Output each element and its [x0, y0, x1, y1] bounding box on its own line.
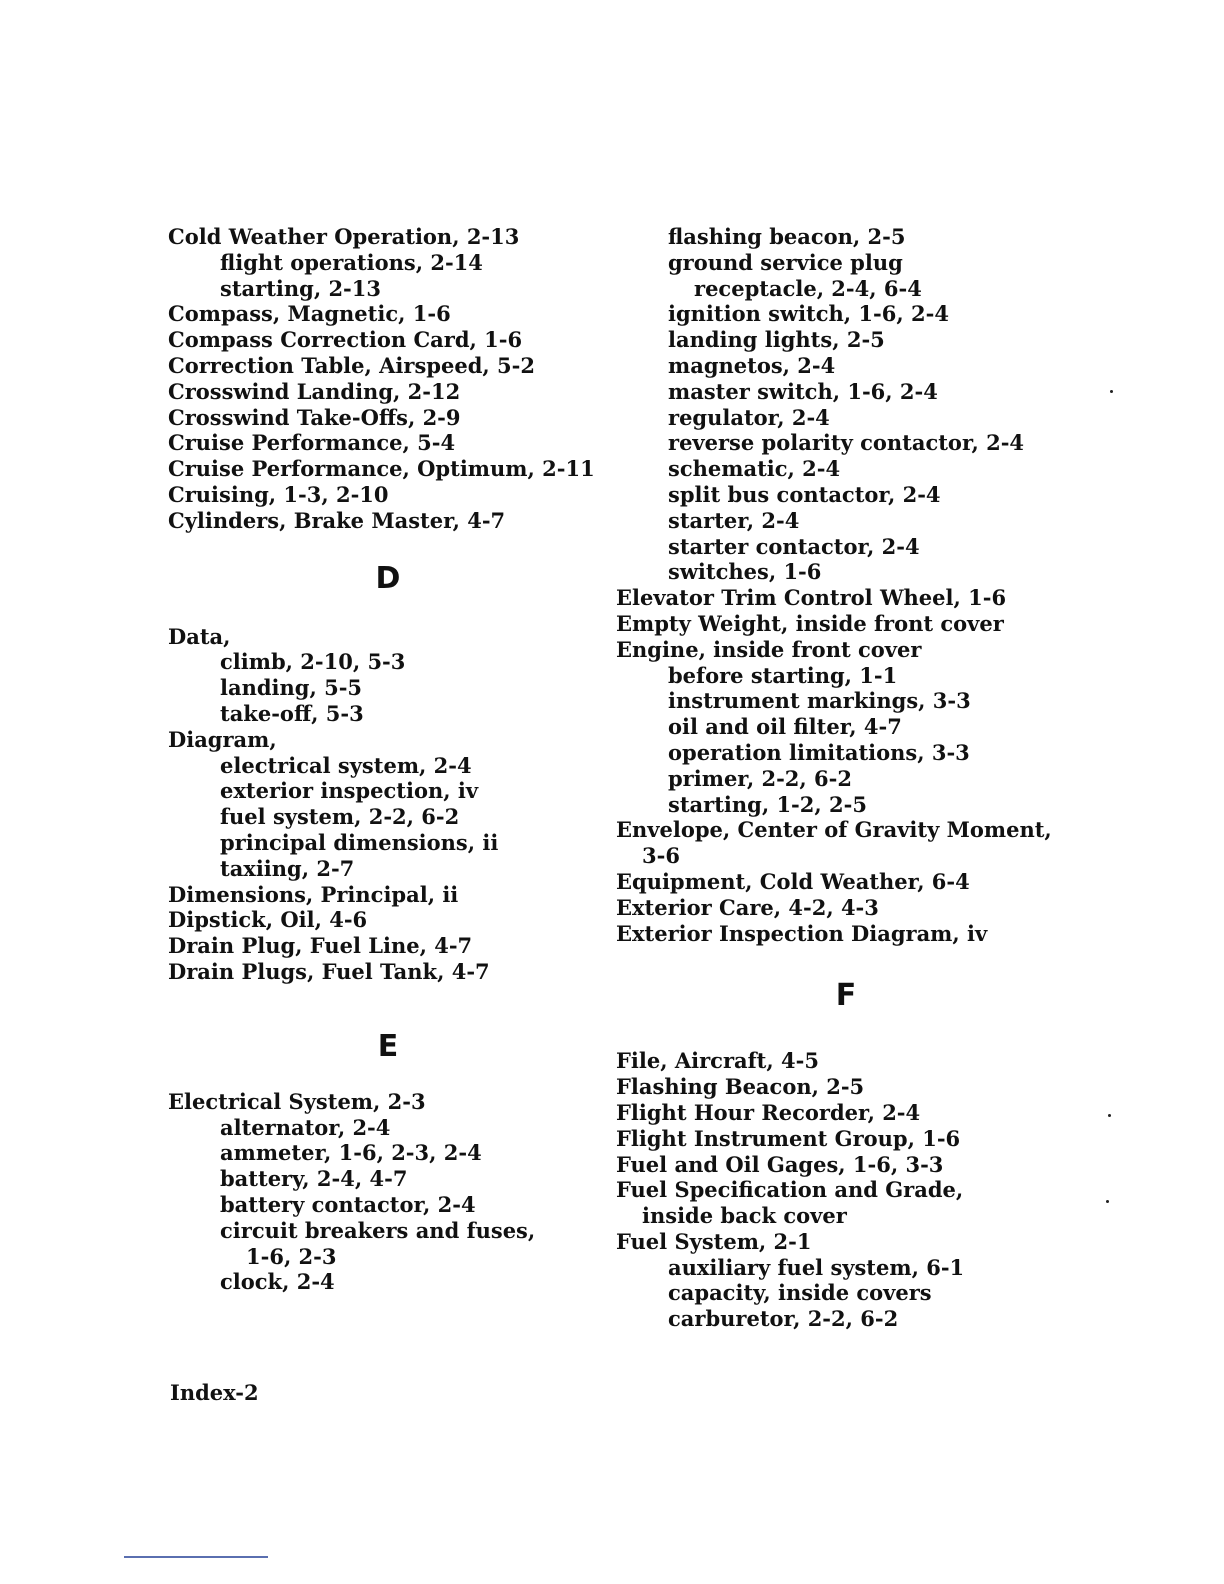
index-group-c [168, 224, 608, 534]
index-subentry: starting, 2-13 [220, 275, 381, 301]
index-subentry: flashing beacon, 2-5 [668, 224, 906, 249]
index-entry: Engine, inside front cover [616, 636, 922, 662]
index-subentry: before starting, 1-1 [668, 662, 898, 688]
index-entry: Compass, Magnetic, 1-6 [168, 301, 451, 327]
index-subentry: flight operations, 2-14 [220, 249, 483, 275]
right-column [616, 224, 1076, 1332]
index-entry: Elevator Trim Control Wheel, 1-6 [616, 585, 1007, 611]
index-group-e [168, 1089, 608, 1295]
index-entry: Cruise Performance, 5-4 [168, 430, 456, 456]
index-subentry: schematic, 2-4 [668, 456, 841, 482]
index-entry: Crosswind Landing, 2-12 [168, 378, 461, 404]
index-entry: Flight Hour Recorder, 2-4 [616, 1099, 921, 1125]
index-subentry: ground service plug [668, 249, 903, 275]
index-subentry: landing lights, 2-5 [668, 327, 885, 353]
section-letter-e: E [377, 1028, 399, 1064]
index-entry: Dimensions, Principal, ii [168, 881, 459, 907]
index-entry: Correction Table, Airspeed, 5-2 [168, 352, 535, 378]
index-subentry: split bus contactor, 2-4 [668, 481, 941, 507]
index-entry: Cruise Performance, Optimum, 2-11 [168, 456, 595, 482]
index-entry: Exterior Inspection Diagram, iv [616, 920, 988, 946]
index-entry: Flight Instrument Group, 1-6 [616, 1125, 961, 1151]
index-subentry: starter contactor, 2-4 [668, 533, 920, 559]
index-subentry: regulator, 2-4 [668, 404, 830, 430]
index-entry: Empty Weight, inside front cover [616, 610, 1004, 636]
index-subentry: starting, 1-2, 2-5 [668, 791, 867, 817]
index-subentry: inside back cover [642, 1203, 847, 1229]
scan-speck [1108, 1114, 1111, 1117]
index-subentry: instrument markings, 3-3 [668, 688, 971, 714]
page-number: Index-2 [170, 1380, 259, 1405]
index-subentry: magnetos, 2-4 [668, 352, 836, 378]
scan-speck [1106, 1200, 1109, 1203]
index-subentry: master switch, 1-6, 2-4 [668, 378, 938, 404]
bottom-rule [124, 1556, 268, 1558]
index-entry: Fuel and Oil Gages, 1-6, 3-3 [616, 1151, 944, 1177]
left-column [168, 224, 608, 1295]
index-subentry: switches, 1-6 [668, 559, 822, 585]
index-subentry: principal dimensions, ii [220, 829, 499, 855]
index-subentry: reverse polarity contactor, 2-4 [668, 430, 1025, 456]
index-subentry: taxiing, 2-7 [220, 855, 355, 881]
index-entry: Data, [168, 623, 231, 649]
index-entry: Drain Plug, Fuel Line, 4-7 [168, 933, 473, 959]
index-entry: Flashing Beacon, 2-5 [616, 1074, 865, 1100]
index-subentry: landing, 5-5 [220, 675, 363, 701]
index-entry: Equipment, Cold Weather, 6-4 [616, 868, 970, 894]
index-subentry: carburetor, 2-2, 6-2 [668, 1306, 899, 1332]
index-subentry: climb, 2-10, 5-3 [220, 649, 406, 675]
index-subentry: receptacle, 2-4, 6-4 [694, 275, 922, 301]
index-entry: Compass Correction Card, 1-6 [168, 327, 523, 353]
index-subentry: primer, 2-2, 6-2 [668, 765, 852, 791]
index-subentry: auxiliary fuel system, 6-1 [668, 1254, 965, 1280]
index-subentry: 1-6, 2-3 [246, 1243, 337, 1269]
index-subentry: capacity, inside covers [668, 1280, 932, 1306]
index-subentry: oil and oil filter, 4-7 [668, 714, 902, 740]
index-entry: File, Aircraft, 4-5 [616, 1048, 819, 1074]
index-entry: Fuel Specification and Grade, [616, 1177, 964, 1203]
index-entry: Drain Plugs, Fuel Tank, 4-7 [168, 958, 490, 984]
index-subentry: exterior inspection, iv [220, 778, 479, 804]
scan-speck [1110, 390, 1113, 393]
index-entry: Fuel System, 2-1 [616, 1228, 812, 1254]
index-subentry: fuel system, 2-2, 6-2 [220, 804, 460, 830]
index-entry: Electrical System, 2-3 [168, 1088, 426, 1114]
index-subentry: electrical system, 2-4 [220, 752, 472, 778]
index-group-d [168, 624, 608, 985]
index-entry: Envelope, Center of Gravity Moment, [616, 817, 1052, 843]
index-entry: Dipstick, Oil, 4-6 [168, 907, 368, 933]
index-subentry: clock, 2-4 [220, 1269, 335, 1295]
index-subentry: operation limitations, 3-3 [668, 739, 970, 765]
section-letter-f: F [835, 978, 857, 1014]
index-group-e-continued [616, 224, 1076, 946]
index-subentry: alternator, 2-4 [220, 1114, 391, 1140]
index-subentry: starter, 2-4 [668, 507, 800, 533]
index-subentry: take-off, 5-3 [220, 700, 364, 726]
index-subentry: battery, 2-4, 4-7 [220, 1166, 408, 1192]
index-group-f [616, 1048, 1076, 1332]
index-entry: Exterior Care, 4-2, 4-3 [616, 894, 879, 920]
index-subentry: circuit breakers and fuses, [220, 1217, 536, 1243]
index-entry: Cylinders, Brake Master, 4-7 [168, 507, 506, 533]
index-subentry: battery contactor, 2-4 [220, 1191, 476, 1217]
index-entry: Cruising, 1-3, 2-10 [168, 481, 389, 507]
index-subentry: ignition switch, 1-6, 2-4 [668, 301, 949, 327]
index-entry: Cold Weather Operation, 2-13 [168, 224, 520, 249]
index-subentry: 3-6 [642, 843, 680, 869]
index-entry: Diagram, [168, 726, 277, 752]
index-subentry: ammeter, 1-6, 2-3, 2-4 [220, 1140, 482, 1166]
index-entry: Crosswind Take-Offs, 2-9 [168, 404, 461, 430]
section-letter-d: D [375, 560, 401, 596]
